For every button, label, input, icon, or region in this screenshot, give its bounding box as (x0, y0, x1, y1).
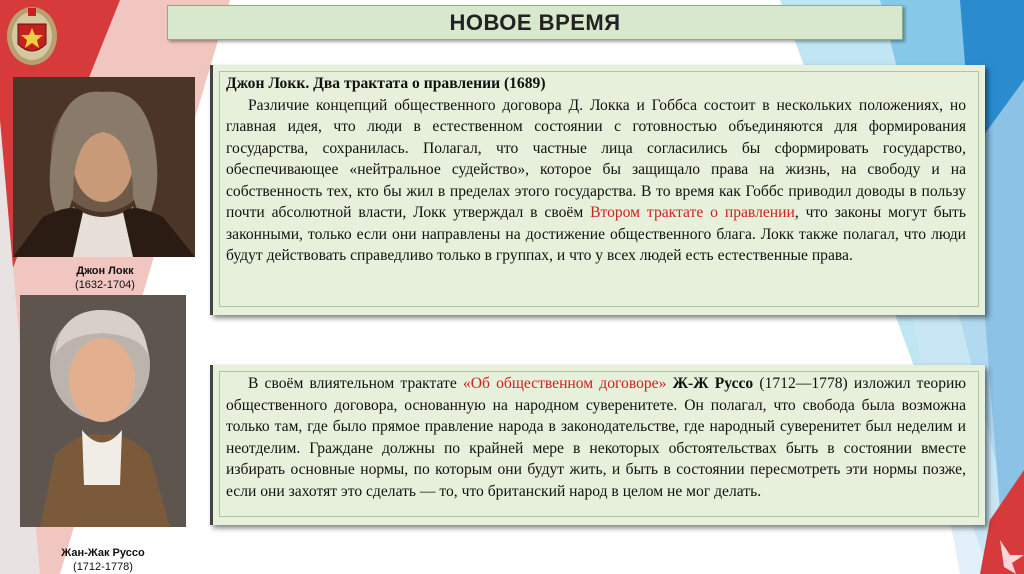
locke-highlight: Втором трактате о правлении (590, 204, 795, 221)
locke-p1: Различие концепций общественного договора Д. Локка и Гоббса состоит в нескольких положениях, но главная идея, что люди в естественном состоянии с готовностью объединяются для формирования государства, сохранилась. Полагал, что частные лица согласились бы сформировать государство, обеспечивающее «нейтральное судейство», которое бы защищало права на жизнь, на свободу и на собственность тех, кто бы жил в пределах этого государства. В то время как Гоббс приводил доводы в пользу почти абсолютной власти, Локк утверждал в своём (226, 96, 966, 221)
rousseau-t2: (1712—1778) изложил теорию общественного договора, основанную на народном суверенитете. Он полагал, что свобода была возможна только там, где было прямое правление народа в законодательстве, где народный суверенитет был неделим и неотделим. Граждане должны по крайней мере в некоторых обстоятельствах быть в состоянии вместе избирать основные нормы, по которым они будут жить, и быть в состоянии пересмотреть эти нормы позже, если они захотят это сделать — то, что британский народ в целом не мог делать. (226, 375, 966, 500)
caption-locke (60, 264, 150, 292)
locke-paragraph (226, 95, 966, 267)
caption-rousseau-name: Жан-Жак Руссо (61, 547, 145, 559)
locke-text (226, 73, 966, 267)
rousseau-highlight: «Об общественном договоре» (462, 375, 667, 392)
portrait-locke (13, 77, 195, 257)
locke-heading: Джон Локк. Два трактата о правлении (1689) (226, 75, 546, 92)
caption-locke-years: (1632-1704) (75, 279, 135, 291)
locke-p2: , что законы могут быть законными, только если они направлены на достижение общественного блага. Локк также полагал, что люди будут действовать справедливо только в группах, и что у всех людей есть естественные права. (226, 204, 966, 264)
rousseau-author: Ж-Ж Руссо (666, 375, 754, 392)
caption-rousseau (51, 546, 155, 574)
page-title: НОВОЕ ВРЕМЯ (167, 5, 903, 40)
emblem-icon (6, 4, 58, 66)
caption-rousseau-years: (1712-1778) (73, 561, 133, 573)
portrait-rousseau (20, 295, 186, 527)
caption-locke-name: Джон Локк (76, 265, 134, 277)
rousseau-t1: В своём влиятельном трактате (248, 375, 463, 392)
rousseau-text (226, 373, 966, 502)
